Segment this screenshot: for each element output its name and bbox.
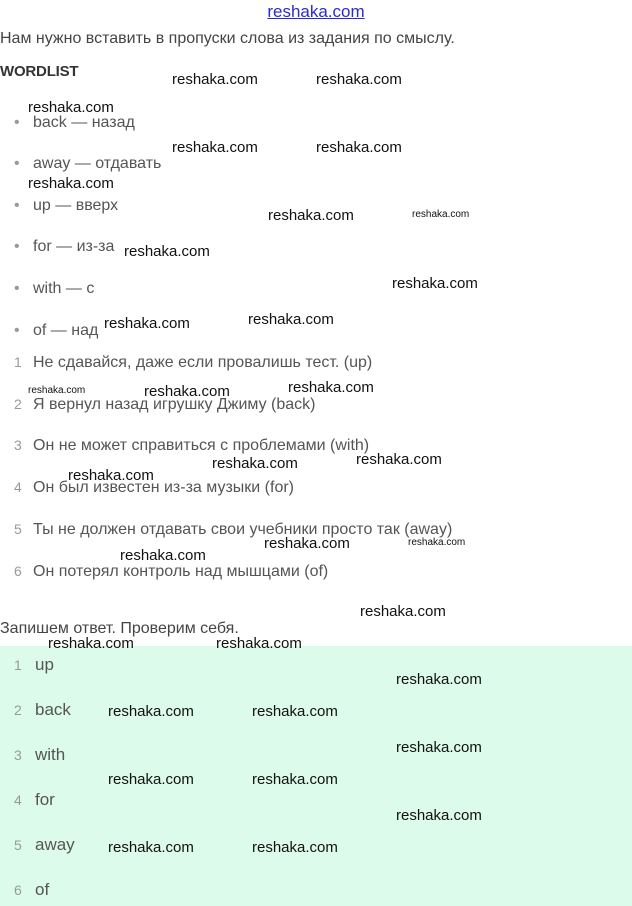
task-number: 2 [14, 396, 22, 412]
task-item [14, 437, 369, 455]
wordlist-item [14, 238, 114, 256]
wordlist-item [14, 114, 135, 132]
watermark: reshaka.com [108, 771, 194, 788]
watermark: reshaka.com [288, 379, 374, 396]
answer-number: 5 [14, 837, 22, 853]
task-number: 3 [14, 437, 22, 453]
watermark: reshaka.com [252, 839, 338, 856]
watermark: reshaka.com [124, 243, 210, 260]
wordlist-item [14, 197, 118, 215]
task-item [14, 479, 294, 497]
watermark: reshaka.com [252, 703, 338, 720]
answer-number: 2 [14, 702, 22, 718]
watermark: reshaka.com [316, 71, 402, 88]
intro-text: Нам нужно вставить в пропуски слова из задания по смыслу. [0, 30, 455, 47]
task-text: Я вернул назад игрушку Джиму (back) [33, 396, 316, 413]
answer-text: of [35, 880, 50, 899]
wordlist-item-text: back — назад [33, 114, 135, 131]
watermark: reshaka.com [68, 467, 154, 484]
watermark: reshaka.com [392, 275, 478, 292]
answer-number: 1 [14, 657, 22, 673]
watermark: reshaka.com [144, 383, 230, 400]
bullet-icon: • [14, 155, 20, 172]
task-text: Ты не должен отдавать свои учебники просто так (away) [33, 521, 453, 538]
task-text: Он не может справиться с проблемами (with) [33, 437, 370, 454]
watermark: reshaka.com [28, 175, 114, 192]
task-item [14, 521, 452, 539]
watermark: reshaka.com [356, 451, 442, 468]
bullet-icon: • [14, 197, 20, 214]
answer-number: 6 [14, 882, 22, 898]
wordlist-item-text: of — над [33, 322, 99, 339]
watermark: reshaka.com [108, 839, 194, 856]
watermark: reshaka.com [28, 385, 86, 396]
bullet-icon: • [14, 280, 20, 297]
answer-item [14, 700, 71, 720]
answer-text: away [35, 835, 75, 854]
watermark: reshaka.com [172, 71, 258, 88]
watermark: reshaka.com [396, 671, 482, 688]
watermark: reshaka.com [360, 603, 446, 620]
answer-text: with [35, 745, 66, 764]
answer-text: up [35, 655, 54, 674]
wordlist-item [14, 280, 94, 298]
task-text: Не сдавайся, даже если провалишь тест. (up) [33, 354, 373, 371]
task-text: Он потерял контроль над мышцами (of) [33, 563, 329, 580]
answer-number: 4 [14, 792, 22, 808]
answer-text: for [35, 790, 55, 809]
watermark: reshaka.com [216, 635, 302, 652]
task-number: 1 [14, 354, 22, 370]
answer-caption: Запишем ответ. Проверим себя. [0, 620, 239, 637]
bullet-icon: • [14, 238, 20, 255]
task-item [14, 563, 328, 581]
watermark: reshaka.com [248, 311, 334, 328]
site-title-link[interactable]: reshaka.com [267, 2, 365, 21]
wordlist-item-text: for — из-за [33, 238, 115, 255]
wordlist-item-text: up — вверх [33, 197, 119, 214]
watermark: reshaka.com [108, 703, 194, 720]
wordlist-item [14, 155, 161, 173]
answer-item [14, 790, 55, 810]
watermark: reshaka.com [396, 739, 482, 756]
wordlist-item-text: with — с [33, 280, 95, 297]
watermark: reshaka.com [104, 315, 190, 332]
answer-item [14, 835, 75, 855]
watermark: reshaka.com [412, 209, 470, 220]
watermark: reshaka.com [48, 635, 134, 652]
bullet-icon: • [14, 322, 20, 339]
task-number: 4 [14, 479, 22, 495]
wordlist-item-text: away — отдавать [33, 155, 162, 172]
watermark: reshaka.com [120, 547, 206, 564]
bullet-icon: • [14, 114, 20, 131]
watermark: reshaka.com [316, 139, 402, 156]
task-item [14, 354, 372, 372]
task-number: 5 [14, 521, 22, 537]
answer-text: back [35, 700, 71, 719]
watermark: reshaka.com [252, 771, 338, 788]
wordlist-heading: WORDLIST [0, 63, 79, 80]
watermark: reshaka.com [268, 207, 354, 224]
watermark: reshaka.com [28, 99, 114, 116]
watermark: reshaka.com [396, 807, 482, 824]
watermark: reshaka.com [212, 455, 298, 472]
answer-item [14, 655, 54, 675]
watermark: reshaka.com [172, 139, 258, 156]
wordlist-item [14, 322, 98, 340]
task-number: 6 [14, 563, 22, 579]
watermark: reshaka.com [264, 535, 350, 552]
task-text: Он был известен из-за музыки (for) [33, 479, 294, 496]
answer-number: 3 [14, 747, 22, 763]
watermark: reshaka.com [408, 537, 466, 548]
answer-item [14, 745, 65, 765]
answer-item [14, 880, 49, 900]
